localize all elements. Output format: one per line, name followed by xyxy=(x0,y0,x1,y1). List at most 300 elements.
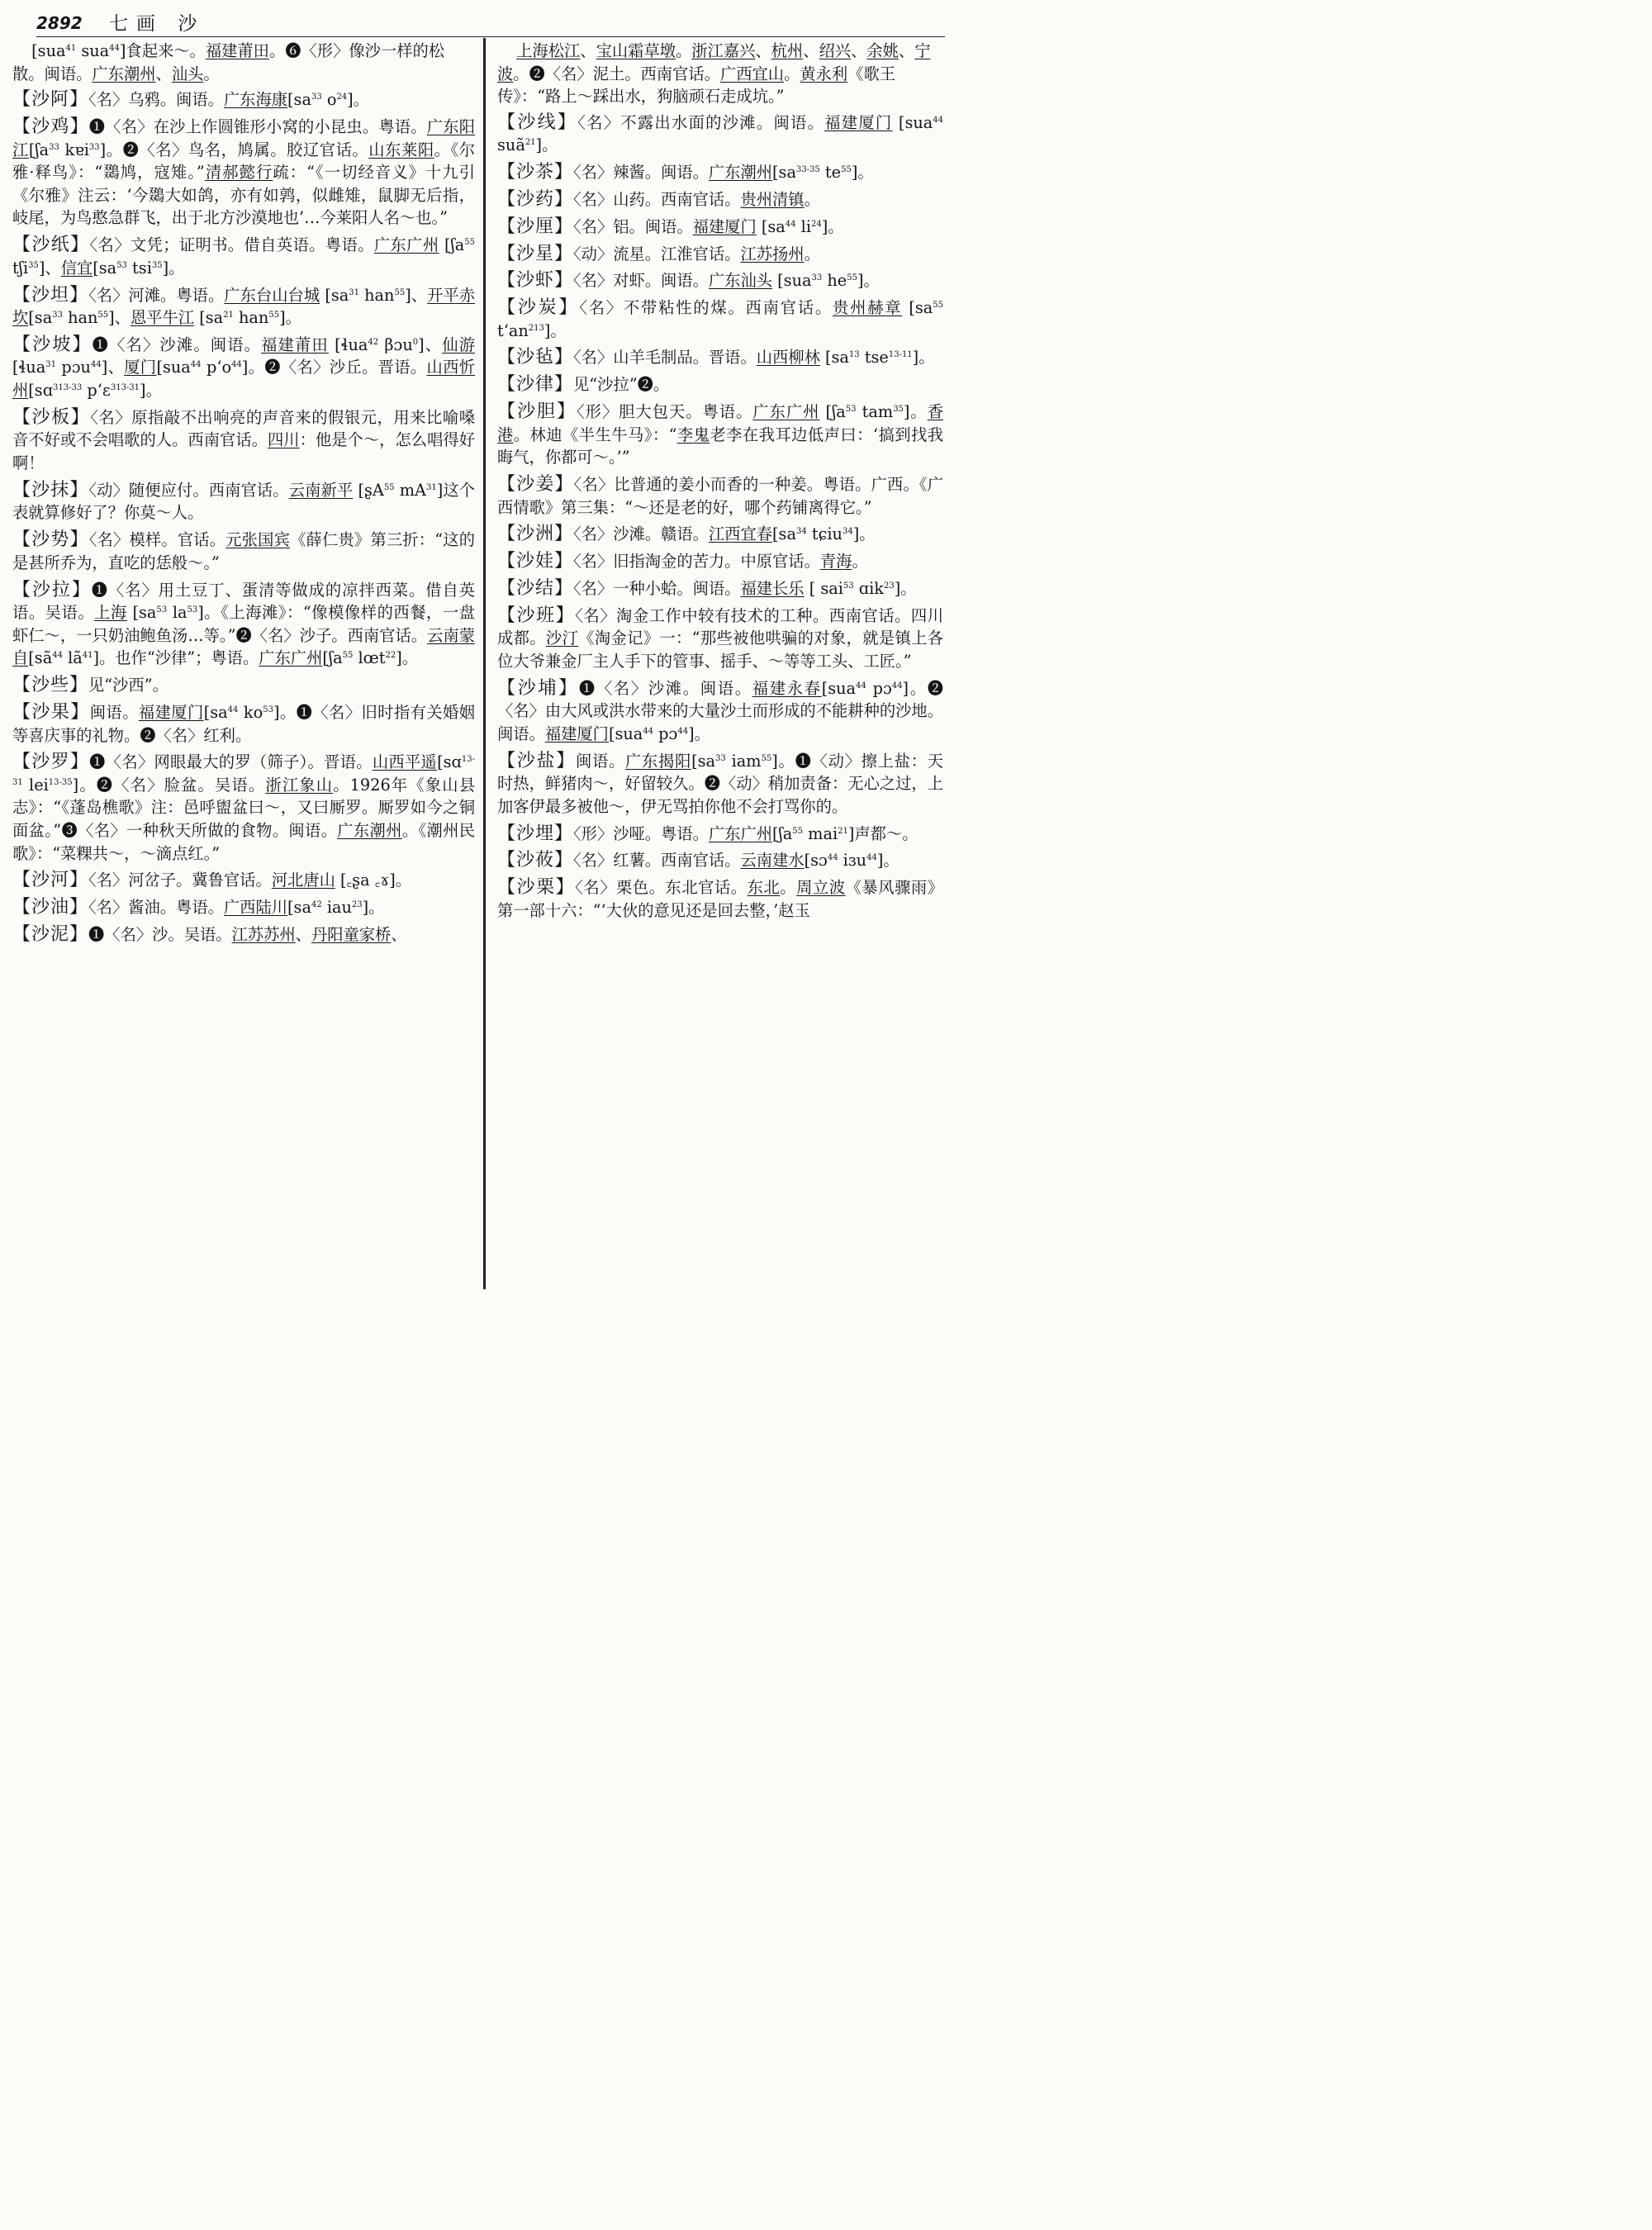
headword: 【沙茶】 xyxy=(497,162,574,183)
definition-text: ]。❶〈名〉旧时指有关婚姻等喜庆事的礼物。❷〈名〉红利。 xyxy=(12,702,475,745)
definition-text: ]这个表就算修好了？你莫～人。 xyxy=(12,480,475,523)
definition-text: [sua xyxy=(156,358,191,377)
place-name: 四川 xyxy=(267,430,300,450)
definition-text: [sua xyxy=(608,724,643,743)
definition-text: [sua xyxy=(892,112,933,132)
tone-number: 31 xyxy=(45,360,56,370)
tone-number: 33 xyxy=(311,93,322,102)
dictionary-entry xyxy=(497,577,943,600)
headword: 【沙姜】 xyxy=(497,473,574,495)
place-name: 山西柳林 xyxy=(756,348,820,368)
definition-text: 。 xyxy=(780,878,797,898)
tone-number: 24 xyxy=(811,219,822,229)
dictionary-entry xyxy=(497,216,943,239)
definition-text: 《歌王传》：“路上～踩出水，狗脑顽石走成坑。” xyxy=(497,64,896,107)
definition-text: ]、 xyxy=(405,285,428,305)
headword: 【沙结】 xyxy=(497,577,574,599)
tone-number: 24 xyxy=(336,93,348,102)
definition-text: 、 xyxy=(391,925,407,944)
place-name: 广东广州 xyxy=(752,402,820,421)
definition-text: ]。❶〈动〉擦上盐：天时热，鲜猪肉～，好留较久。❷〈动〉稍加责备：无心之过，上加客伊最多被他～，伊无骂拍你他不会打骂你的。 xyxy=(497,751,943,816)
definition-text: 、 xyxy=(851,41,867,60)
definition-text: han xyxy=(233,308,269,328)
definition-text: 〈名〉比普通的姜小而香的一种姜。粤语。广西。《广西情歌》第三集：“～还是老的好，哪个药铺离得它。” xyxy=(497,474,943,517)
definition-text: ]。 xyxy=(362,898,385,918)
definition-text: 。《尔雅·释鸟》：“鵽鸠，寇雉。” xyxy=(12,140,476,183)
definition-text: 。1926年《象山县志》：“《蓬岛樵歌》注：邑呼盥盆曰～，又曰厮罗。厮罗如今之铜面盆。”❸〈名〉一种秋天所做的食物。闽语。 xyxy=(12,775,476,841)
dictionary-entry xyxy=(497,473,943,519)
definition-text: 闽语。 xyxy=(575,751,626,771)
headword: 【沙坡】 xyxy=(12,334,93,355)
tone-number: 23 xyxy=(351,900,363,910)
dictionary-entry xyxy=(497,297,943,342)
definition-text: 〈名〉山药。西南官话。 xyxy=(573,189,741,209)
definition-text: ❶〈名〉在沙上作圆锥形小窝的小昆虫。粤语。 xyxy=(88,116,427,136)
headword: 【沙班】 xyxy=(497,605,576,626)
dictionary-entry xyxy=(12,701,475,747)
place-name: 河北唐山 xyxy=(271,871,335,890)
definition-text: ]。也作“沙律”；粤语。 xyxy=(93,648,259,668)
definition-text: [sa xyxy=(772,524,796,544)
tone-number: 21 xyxy=(525,138,536,148)
definition-text: 闽语。 xyxy=(89,702,139,722)
definition-text: p‘ɛ xyxy=(82,381,111,401)
definition-text: 、 xyxy=(295,925,311,944)
definition-text: ]。 xyxy=(852,524,876,544)
place-name: 东北 xyxy=(747,878,781,898)
definition-text: kɐi xyxy=(59,140,89,159)
definition-text: tɕiu xyxy=(806,524,843,544)
definition-text: 。 xyxy=(784,64,800,83)
place-name: 上海松江 xyxy=(516,41,581,60)
tone-number: 35 xyxy=(28,260,39,270)
dictionary-entry xyxy=(12,334,475,402)
definition-text: 〈名〉酱油。粤语。 xyxy=(88,898,224,918)
place-name: 云南建水 xyxy=(740,851,805,871)
definition-text: [sa xyxy=(819,348,849,368)
definition-text: mai xyxy=(803,823,838,843)
definition-text: ❶〈名〉网眼最大的罗（筛子）。晋语。 xyxy=(89,752,373,772)
headword: 【沙鸡】 xyxy=(12,116,89,137)
place-name: 元张国宾 xyxy=(225,530,291,550)
tone-number: 55 xyxy=(847,273,857,283)
headword: 【沙厘】 xyxy=(497,216,574,237)
definition-text: [sua xyxy=(31,41,66,60)
running-head: 七画 沙 xyxy=(109,13,206,35)
definition-text: ]。❷〈名〉沙丘。晋语。 xyxy=(241,358,427,377)
definition-text: pɔ xyxy=(653,724,678,743)
headword: 【沙栗】 xyxy=(497,877,576,899)
tone-number: 44 xyxy=(785,219,796,229)
page-number: 2892 xyxy=(36,13,83,33)
definition-text: 〈名〉河岔子。冀鲁官话。 xyxy=(88,871,272,890)
place-name: 广东汕头 xyxy=(708,271,773,291)
dictionary-entry xyxy=(12,869,475,892)
definition-text: [ʂA xyxy=(353,480,384,500)
place-name: 贵州赫章 xyxy=(833,298,903,318)
definition-text: pɔu xyxy=(55,358,91,377)
place-name: 厦门 xyxy=(124,358,157,377)
place-name: 福建厦门 xyxy=(138,702,204,722)
definition-text: [sa xyxy=(126,603,157,623)
definition-text: [sa xyxy=(287,898,311,918)
definition-text: 〈名〉模样。官话。 xyxy=(88,530,226,550)
place-name: 广西宜山 xyxy=(719,64,785,83)
tone-number: 33 xyxy=(811,273,823,283)
tone-number: 44 xyxy=(643,726,654,736)
tone-number: 55 xyxy=(464,238,475,248)
entry-continuation xyxy=(497,40,943,108)
definition-text: 。❻〈形〉像沙一样的松散。闽语。 xyxy=(12,41,445,83)
definition-text: [ʃa xyxy=(439,235,465,255)
definition-text: li xyxy=(795,216,811,236)
definition-text: [ʃa xyxy=(819,402,846,421)
place-name: 江西宜春 xyxy=(708,524,773,544)
dictionary-entry xyxy=(12,896,475,919)
definition-text: [sa xyxy=(194,308,224,328)
headword: 【沙洲】 xyxy=(497,524,574,545)
tone-number: 13-11 xyxy=(888,350,913,360)
definition-text: 〈名〉不带粘性的煤。西南官话。 xyxy=(579,298,833,318)
dictionary-entry xyxy=(12,579,475,670)
tone-number: 34 xyxy=(795,527,807,537)
place-name: 广东揭阳 xyxy=(625,751,692,771)
dictionary-entry xyxy=(497,849,943,872)
headword: 【沙盐】 xyxy=(497,750,576,771)
dictionary-entry xyxy=(497,112,943,157)
tone-number: 31 xyxy=(425,482,437,492)
definition-text: ]、 xyxy=(108,308,131,328)
dictionary-entry xyxy=(12,529,475,574)
place-name: 广东广州 xyxy=(708,823,773,843)
definition-text: ]。 xyxy=(876,851,900,871)
place-name: 江苏苏州 xyxy=(231,925,296,944)
definition-text: [sa xyxy=(902,298,933,318)
tone-number: 55 xyxy=(97,311,109,320)
headword: 【沙果】 xyxy=(12,701,90,723)
place-name: 福建厦门 xyxy=(824,112,893,132)
headword: 【沙抹】 xyxy=(12,479,89,501)
definition-text: 〈形〉沙哑。粤语。 xyxy=(573,823,709,843)
definition-text: [sɔ xyxy=(804,851,828,871)
header-rule xyxy=(36,36,945,37)
place-name: 信宜 xyxy=(60,258,93,278)
tone-number: 33-35 xyxy=(795,165,820,175)
place-name: 云南蒙自 xyxy=(12,625,475,668)
definition-text: [sa xyxy=(28,308,53,328)
tone-number: 34 xyxy=(842,527,853,537)
tone-number: 313-33 xyxy=(53,383,83,393)
tone-number: 55 xyxy=(792,826,804,836)
definition-text: 、 xyxy=(803,41,819,60)
place-name: 广东潮州 xyxy=(92,64,156,83)
dictionary-entry xyxy=(497,269,943,292)
page-header xyxy=(36,8,945,36)
place-name: 上海 xyxy=(94,603,127,623)
place-name: 山东莱阳 xyxy=(368,140,434,159)
definition-text: 〈名〉沙滩。赣语。 xyxy=(573,524,709,544)
tone-number: 44 xyxy=(856,681,866,690)
headword: 【沙泥】 xyxy=(12,924,89,945)
tone-number: 31 xyxy=(349,287,359,297)
headword: 【沙炭】 xyxy=(497,297,580,319)
definition-text: han xyxy=(62,308,98,328)
dictionary-entry xyxy=(497,677,943,746)
definition-text: ：他是个～，怎么唱得好啊！ xyxy=(12,430,476,473)
definition-text: 〈名〉对虾。闽语。 xyxy=(573,271,709,291)
definition-text: ]。 xyxy=(279,308,301,328)
definition-text: 〈名〉淘金工作中较有技术的工种。西南官话。四川成都。 xyxy=(497,605,943,648)
dictionary-entry xyxy=(497,750,943,818)
tone-number: 33 xyxy=(88,142,100,152)
definition-text: 疏：“《一切经音义》十九引《尔雅》注云：‘今鵽大如鸽，亦有如鹑，似雌雉，鼠脚无后指，岐尾，为鸟憨急群飞，出于北方沙漠地也’…今莱阳人名～也。” xyxy=(12,163,475,228)
definition-text: ]。 xyxy=(535,135,558,155)
headword: 【沙线】 xyxy=(497,112,578,133)
definition-text: ]。 xyxy=(851,163,874,183)
headword: 【沙河】 xyxy=(12,870,89,891)
tone-number: 53 xyxy=(263,705,273,714)
dictionary-entry xyxy=(12,479,475,524)
dictionary-entry xyxy=(12,751,475,865)
definition-text: tʃi xyxy=(12,258,29,278)
definition-text: la xyxy=(167,603,188,623)
headword: 【沙药】 xyxy=(497,188,574,210)
right-column xyxy=(497,40,943,927)
tone-number: 55 xyxy=(933,301,943,311)
place-name: 广东台山台城 xyxy=(224,285,320,305)
tone-number: 35 xyxy=(151,260,163,270)
left-column xyxy=(12,40,475,951)
definition-text: 《薛仁贵》第三折：“这的是甚所乔为，直吃的恁般～。” xyxy=(12,530,475,572)
place-name: 山西忻州 xyxy=(12,358,475,401)
place-name: 恩平牛江 xyxy=(130,308,195,328)
dictionary-entry xyxy=(497,188,943,211)
place-name: 开平赤坎 xyxy=(12,285,475,328)
headword: 【沙坦】 xyxy=(12,284,89,306)
headword: 【沙娃】 xyxy=(497,551,574,572)
definition-text: [sɑ xyxy=(437,752,462,772)
place-name: 香港 xyxy=(497,402,943,444)
headword: 【沙埋】 xyxy=(497,823,574,844)
definition-text: ]。 xyxy=(912,348,935,368)
dictionary-entry xyxy=(12,406,475,475)
definition-text: ]。 xyxy=(894,578,917,598)
definition-text: 〈动〉随便应付。西南官话。 xyxy=(88,480,289,500)
dictionary-entry xyxy=(497,823,943,846)
definition-text: 〈名〉文凭；证明书。借自英语。粤语。 xyxy=(89,235,374,255)
definition-text: 见“沙西”。 xyxy=(88,676,169,695)
tone-number: 23 xyxy=(884,581,895,591)
definition-text: ]。 xyxy=(544,320,567,340)
tone-number: 44 xyxy=(933,115,943,125)
tone-number: 21 xyxy=(838,826,848,836)
headword: 【沙些】 xyxy=(12,675,89,696)
tone-number: 53 xyxy=(187,605,198,615)
definition-text: 。林迪《半生牛马》：“ xyxy=(513,425,677,444)
definition-text: mA xyxy=(394,480,426,500)
place-name: 福建厦门 xyxy=(544,724,609,743)
tone-number: 33 xyxy=(52,311,63,320)
place-name: 周立波 xyxy=(796,878,846,898)
definition-text: 〈名〉辣酱。闽语。 xyxy=(573,163,709,183)
definition-text: ❶〈名〉沙滩。闽语。 xyxy=(578,678,752,698)
definition-text: 〈名〉红薯。西南官话。 xyxy=(573,851,741,871)
definition-text: p‘o xyxy=(201,358,232,377)
definition-text: ❶〈名〉用土豆丁、蛋清等做成的凉拌西菜。借自英语。吴语。 xyxy=(12,580,475,623)
definition-text: tse xyxy=(859,348,889,368)
definition-text: t‘an xyxy=(497,320,529,340)
definition-text: 〈名〉山羊毛制品。晋语。 xyxy=(573,348,757,368)
place-name: 贵州清镇 xyxy=(740,189,805,209)
tone-number: 0 xyxy=(412,337,419,347)
definition-text: ]。 xyxy=(396,648,419,668)
dictionary-entry xyxy=(497,876,943,922)
definition-text: [sa xyxy=(772,163,796,183)
tone-number: 44 xyxy=(827,853,838,863)
definition-text: 、 xyxy=(155,64,172,83)
definition-text: [sa xyxy=(203,702,228,722)
tone-number: 44 xyxy=(109,44,120,53)
definition-text: ]食起来～。 xyxy=(119,41,206,60)
definition-text: ]。 xyxy=(688,724,710,743)
place-name: 清郝懿行 xyxy=(204,163,273,183)
dictionary-entry xyxy=(497,605,943,673)
definition-text: [ɬua xyxy=(328,334,368,354)
place-name: 广东潮州 xyxy=(337,821,402,841)
definition-text: 、 xyxy=(898,41,915,60)
dictionary-entry xyxy=(497,550,943,573)
definition-text: ]声都～。 xyxy=(847,823,919,843)
place-name: 福建莆田 xyxy=(261,334,329,354)
tone-number: 53 xyxy=(843,581,854,591)
tone-number: 55 xyxy=(394,287,406,297)
definition-text: ]。❷〈名〉脸盆。吴语。 xyxy=(72,775,266,795)
place-name: 黄永利 xyxy=(800,64,848,83)
dictionary-entry xyxy=(12,88,475,112)
definition-text: 《暴风骤雨》第一部十六：“‘大伙的意见还是回去整，’赵玉 xyxy=(497,878,944,920)
place-name: 广西陆川 xyxy=(223,898,288,918)
place-name: 李鬼 xyxy=(676,425,710,444)
tone-number: 22 xyxy=(385,651,396,661)
definition-text: sua xyxy=(76,41,110,60)
definition-text: 。❷〈名〉泥土。西南官话。 xyxy=(513,64,720,83)
definition-text: [sa xyxy=(93,258,117,278)
definition-text: [sa xyxy=(320,285,349,305)
definition-text: βɔu xyxy=(378,334,413,354)
tone-number: 313-31 xyxy=(110,383,140,393)
definition-text: 老李在我耳边低声曰：‘搞到找我晦气，你都可～。’” xyxy=(497,425,943,467)
place-name: 仙游 xyxy=(442,334,475,354)
definition-text: ❶〈名〉沙。吴语。 xyxy=(88,925,232,944)
dictionary-entry xyxy=(497,373,943,396)
tone-number: 44 xyxy=(52,651,63,661)
definition-text: ]。《上海滩》：“像模像样的西餐，一盘虾仁～，一只奶油鲍鱼汤…等。”❷〈名〉沙子。西南官话。 xyxy=(12,603,475,645)
definition-text: te xyxy=(819,163,842,183)
place-name: 浙江象山 xyxy=(265,775,334,795)
place-name: 宝山霜草墩 xyxy=(596,41,676,60)
dictionary-entry xyxy=(12,674,475,697)
definition-text: 〈形〉胆大包天。粤语。 xyxy=(576,402,753,421)
dictionary-entry xyxy=(497,401,943,469)
definition-text: ❶〈名〉沙滩。闽语。 xyxy=(92,334,262,354)
dictionary-entry xyxy=(12,234,475,279)
definition-text: 〈名〉不露出水面的沙滩。闽语。 xyxy=(577,112,825,132)
tone-number: 21 xyxy=(223,311,234,320)
definition-text: [ʃa xyxy=(28,140,50,159)
headword: 【沙莜】 xyxy=(497,850,574,871)
place-name: 青海 xyxy=(819,552,852,572)
definition-text: lœt xyxy=(353,648,386,668)
tone-number: 42 xyxy=(368,337,379,347)
definition-text: lã xyxy=(62,648,83,668)
definition-text: [sɑ xyxy=(28,381,54,401)
entry-continuation xyxy=(12,40,475,85)
definition-text: 〈名〉旧指淘金的苦力。中原官话。 xyxy=(573,552,820,572)
tone-number: 55 xyxy=(761,753,772,763)
tone-number: 41 xyxy=(65,44,77,53)
definition-text: ]、 xyxy=(101,358,125,377)
tone-number: 55 xyxy=(268,311,280,320)
definition-text: [꜀ʂa ꜀ɤ]。 xyxy=(335,871,412,890)
definition-text: 〈名〉栗色。东北官话。 xyxy=(575,878,748,898)
definition-text: ]。 xyxy=(347,90,369,110)
definition-text: 〈名〉铝。闽语。 xyxy=(573,216,693,236)
tone-number: 13-31 xyxy=(12,755,475,787)
tone-number: 44 xyxy=(227,705,239,714)
definition-text: [sa xyxy=(691,751,716,771)
tone-number: 42 xyxy=(311,900,322,910)
place-name: 广东阳江 xyxy=(12,116,475,159)
tone-number: 53 xyxy=(845,405,857,414)
definition-text: 。 xyxy=(804,189,820,209)
place-name: 福建莆田 xyxy=(205,41,269,60)
tone-number: 44 xyxy=(891,681,903,690)
place-name: 汕头 xyxy=(171,64,204,83)
definition-text: iau xyxy=(321,898,352,918)
definition-text: [ɬua xyxy=(12,358,46,377)
tone-number: 44 xyxy=(866,853,877,863)
place-name: 广东广州 xyxy=(373,235,439,255)
definition-text: tsi xyxy=(126,258,152,278)
definition-text: 〈名〉一种小蛤。闽语。 xyxy=(573,578,741,598)
place-name: 福建长乐 xyxy=(740,578,805,598)
definition-text: [sã xyxy=(28,648,53,668)
tone-number: 213 xyxy=(528,323,544,333)
headword: 【沙纸】 xyxy=(12,235,90,256)
definition-text: suã xyxy=(497,135,525,155)
definition-text: iɜu xyxy=(838,851,867,871)
definition-text: [sua xyxy=(772,271,812,291)
place-name: 云南新平 xyxy=(288,480,354,500)
dictionary-entry xyxy=(497,161,943,184)
definition-text: 〈动〉流星。江淮官话。 xyxy=(573,244,741,263)
place-name: 沙汀 xyxy=(545,629,579,648)
definition-text: 见“沙拉”❷。 xyxy=(573,375,670,395)
definition-text: ]。 xyxy=(162,258,185,278)
place-name: 广东广州 xyxy=(259,648,323,668)
place-name: 广东潮州 xyxy=(708,163,773,183)
definition-text: ]。 xyxy=(140,381,162,401)
headword: 【沙星】 xyxy=(497,243,574,264)
headword: 【沙埔】 xyxy=(497,677,579,699)
definition-text: tam xyxy=(856,402,894,421)
dictionary-entry xyxy=(497,346,943,369)
definition-text: ]。 xyxy=(903,402,928,421)
tone-number: 44 xyxy=(231,360,242,370)
headword: 【沙板】 xyxy=(12,406,91,428)
tone-number: 44 xyxy=(190,360,202,370)
tone-number: 55 xyxy=(841,165,852,175)
